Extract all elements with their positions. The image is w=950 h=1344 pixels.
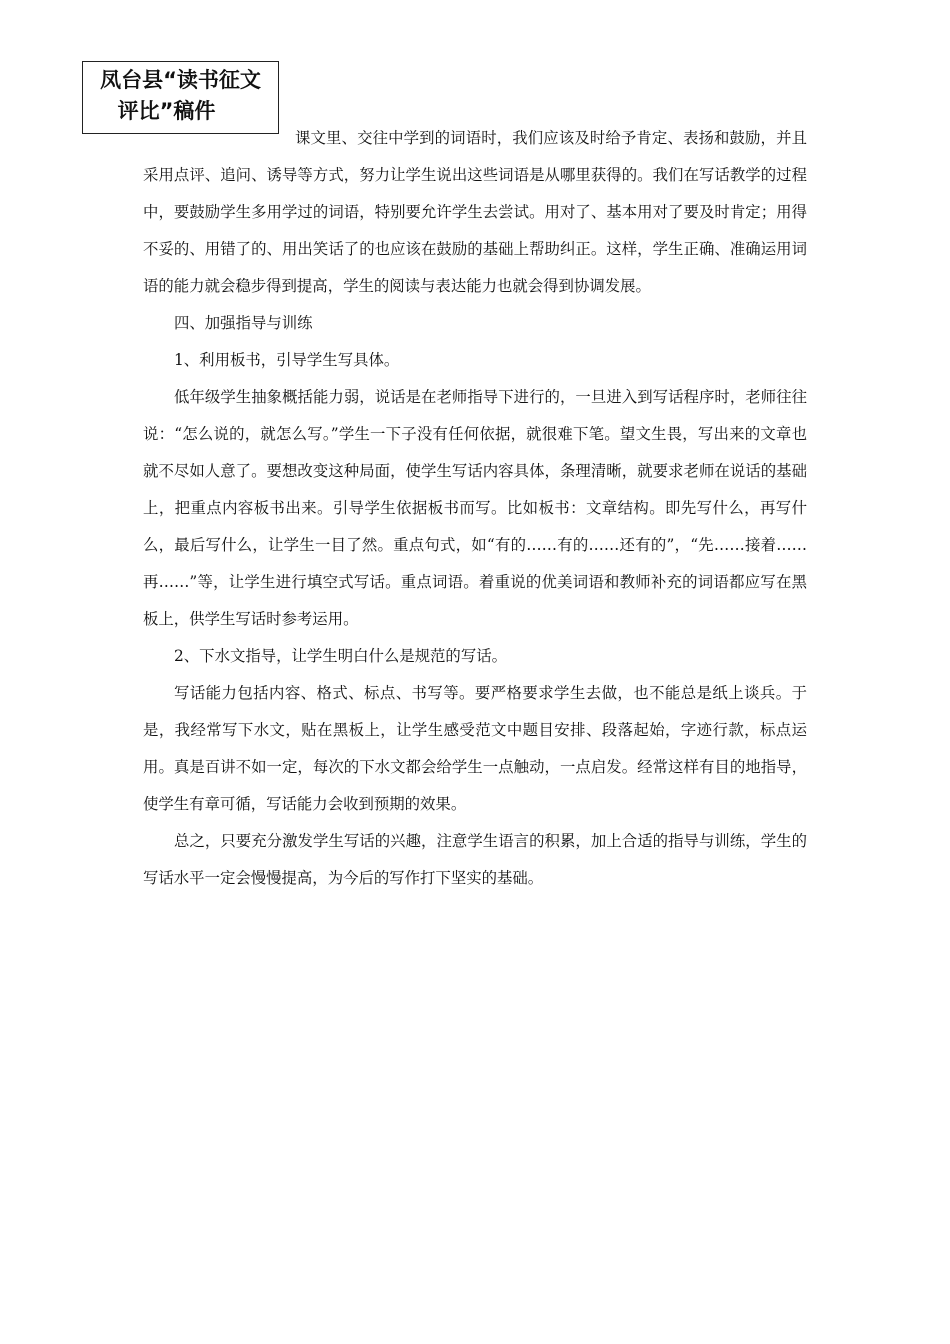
paragraph-continuation: 课文里、交往中学到的词语时，我们应该及时给予肯定、表扬和鼓励，并且采用点评、追问、诱导等方式，努力让学生说出这些词语是从哪里获得的。我们在写话教学的过程中，要鼓励学生多用学过的词语，特别要允许学生去尝试。用对了、基本用对了要及时肯定；用得不妥的、用错了的、用出笑话了的也应该在鼓励的基础上帮助纠正。这样，学生正确、准确运用词语的能力就会稳步得到提高，学生的阅读与表达能力也就会得到协调发展。 <box>143 129 807 295</box>
section-heading-4: 四、加强指导与训练 <box>174 314 313 332</box>
paragraph-board-writing: 低年级学生抽象概括能力弱，说话是在老师指导下进行的，一旦进入到写话程序时，老师往往说：“怎么说的，就怎么写。”学生一下子没有任何依据，就很难下笔。望文生畏，写出来的文章也就不尽如人意了。要想改变这种局面，使学生写话内容具体，条理清晰，就要求老师在说话的基础上，把重点内容板书出来。引导学生依据板书而写。比如板书：文章结构。即先写什么，再写什么，最后写什么，让学生一目了然。重点句式，如“有的……有的……还有的”，“先……接着……再……”等，让学生进行填空式写话。重点词语。着重说的优美词语和教师补充的词语都应写在黑板上，供学生写话时参考运用。 <box>143 388 807 628</box>
article-body <box>143 120 807 897</box>
paragraph-conclusion: 总之，只要充分激发学生写话的兴趣，注意学生语言的积累，加上合适的指导与训练，学生的写话水平一定会慢慢提高，为今后的写作打下坚实的基础。 <box>143 832 807 887</box>
paragraph-model-essay: 写话能力包括内容、格式、标点、书写等。要严格要求学生去做，也不能总是纸上谈兵。于是，我经常写下水文，贴在黑板上，让学生感受范文中题目安排、段落起始，字迹行款，标点运用。真是百讲不如一定，每次的下水文都会给学生一点触动，一点启发。经常这样有目的地指导，使学生有章可循，写话能力会收到预期的效果。 <box>143 684 807 813</box>
subheading-1: 1、利用板书，引导学生写具体。 <box>174 351 400 369</box>
contest-label-line-1: 凤台县“读书征文 <box>100 68 261 92</box>
subheading-2: 2、下水文指导，让学生明白什么是规范的写话。 <box>174 647 507 665</box>
contest-label-line-2: 评比”稿件 <box>117 99 216 123</box>
